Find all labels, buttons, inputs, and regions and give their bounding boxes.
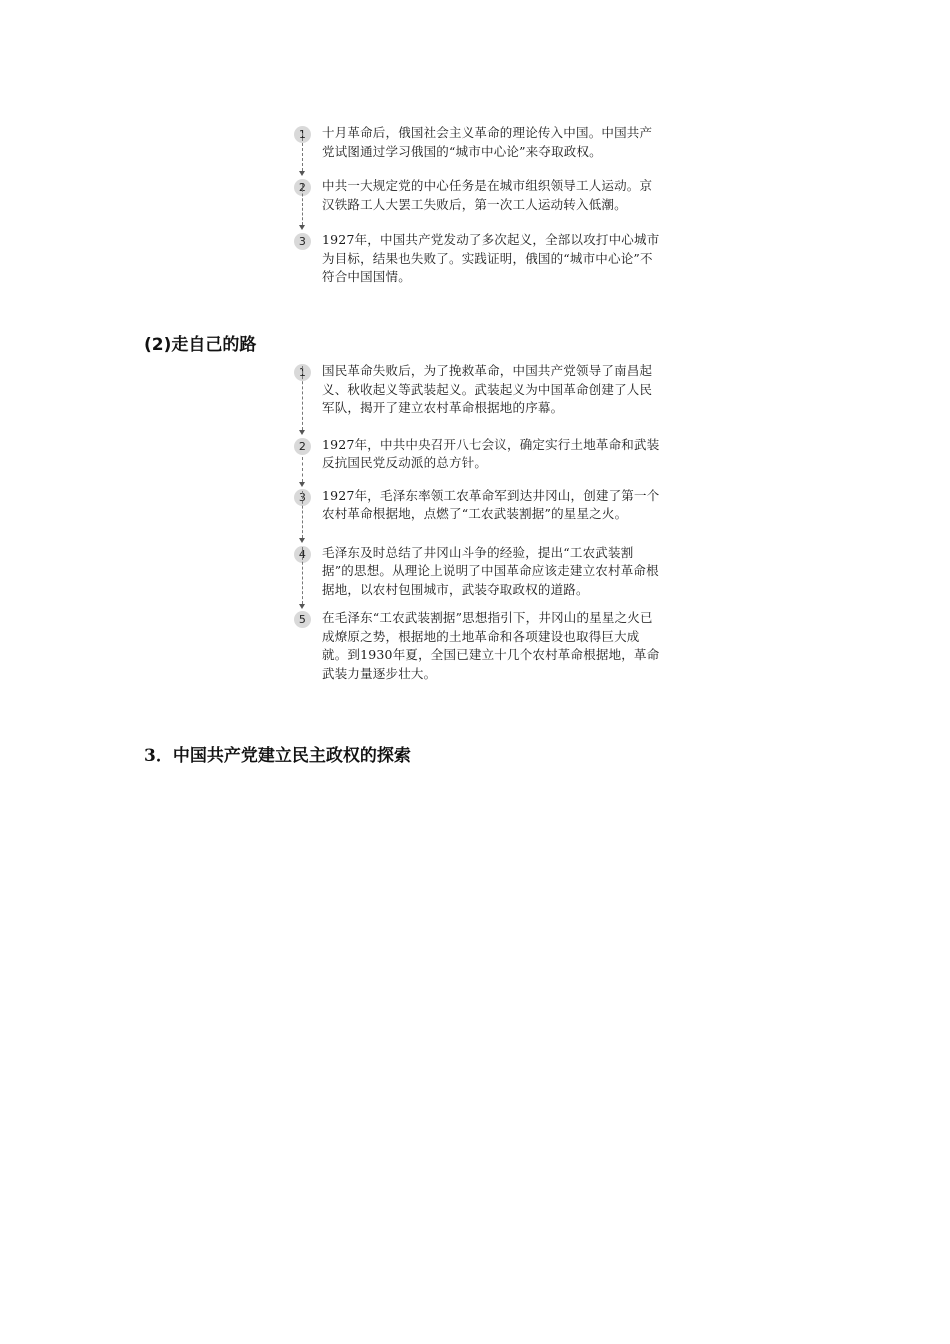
section-heading-own-path: (2)走自己的路 [144, 335, 257, 355]
step-text: 国民革命失败后，为了挽救革命，中国共产党领导了南昌起义、秋收起义等武装起义。武装起义为中国革命创建了人民军队，揭开了建立农村革命根据地的序幕。 [322, 363, 653, 415]
step-text: 十月革命后，俄国社会主义革命的理论传入中国。中国共产党试图通过学习俄国的“城市中心论”来夺取政权。 [322, 125, 653, 159]
section-heading-democratic-regime [144, 741, 411, 766]
step-text: 毛泽东及时总结了井冈山斗争的经验，提出“工农武装割据”的思想。从理论上说明了中国革命应该走建立农村革命根据地，以农村包围城市，武装夺取政权的道路。 [322, 544, 659, 597]
step-number-badge: 1 [294, 126, 311, 143]
step-connector [292, 418, 662, 436]
timeline-own-path [292, 362, 662, 683]
step-number-badge: 3 [294, 233, 311, 250]
timeline-step [292, 436, 662, 473]
arrow-down-icon [299, 225, 305, 230]
dashed-line [302, 547, 303, 604]
step-connector [292, 161, 662, 177]
step-number-badge: 1 [294, 364, 311, 381]
step-connector [292, 473, 662, 487]
timeline-step [292, 362, 662, 418]
timeline-step [292, 609, 662, 683]
timeline-step [292, 177, 662, 214]
timeline-step [292, 544, 662, 600]
dashed-line [302, 457, 303, 482]
dashed-line [302, 133, 303, 171]
step-number-badge: 4 [294, 546, 311, 563]
step-connector [292, 524, 662, 544]
step-number-badge: 2 [294, 438, 311, 455]
dashed-line [302, 184, 303, 225]
timeline-step [292, 124, 662, 161]
dashed-line [302, 491, 303, 538]
step-text: 1927年，中共中央召开八七会议，确定实行土地革命和武装反抗国民党反动派的总方针。 [322, 436, 660, 470]
step-text: 1927年，中国共产党发动了多次起义，全部以攻打中心城市为目标，结果也失败了。实践证明，俄国的“城市中心论”不符合中国国情。 [322, 232, 660, 284]
step-number-badge: 5 [294, 611, 311, 628]
arrow-down-icon [299, 538, 305, 543]
step-text: 在毛泽东“工农武装割据”思想指引下，井冈山的星星之火已成燎原之势，根据地的土地革命和各项建设也取得巨大成就。到1930年夏，全国已建立十几个农村革命根据地，革命武装力量逐步壮大。 [322, 610, 660, 681]
arrow-down-icon [299, 430, 305, 435]
section-title: 中国共产党建立民主政权的探索 [172, 746, 411, 766]
step-text: 中共一大规定党的中心任务是在城市组织领导工人运动。京汉铁路工人大罢工失败后，第一次工人运动转入低潮。 [322, 178, 653, 212]
arrow-down-icon [299, 171, 305, 176]
step-number-badge: 2 [294, 179, 311, 196]
step-connector [292, 214, 662, 231]
step-text: 1927年，毛泽东率领工农革命军到达井冈山，创建了第一个农村革命根据地，点燃了“工农武装割据”的星星之火。 [322, 487, 660, 521]
timeline-city-center-theory [292, 124, 662, 287]
timeline-step [292, 487, 662, 524]
step-number-badge: 3 [294, 489, 311, 506]
step-connector [292, 599, 662, 609]
dashed-line [302, 366, 303, 430]
section-number: 3． [144, 746, 173, 766]
timeline-step [292, 231, 662, 287]
